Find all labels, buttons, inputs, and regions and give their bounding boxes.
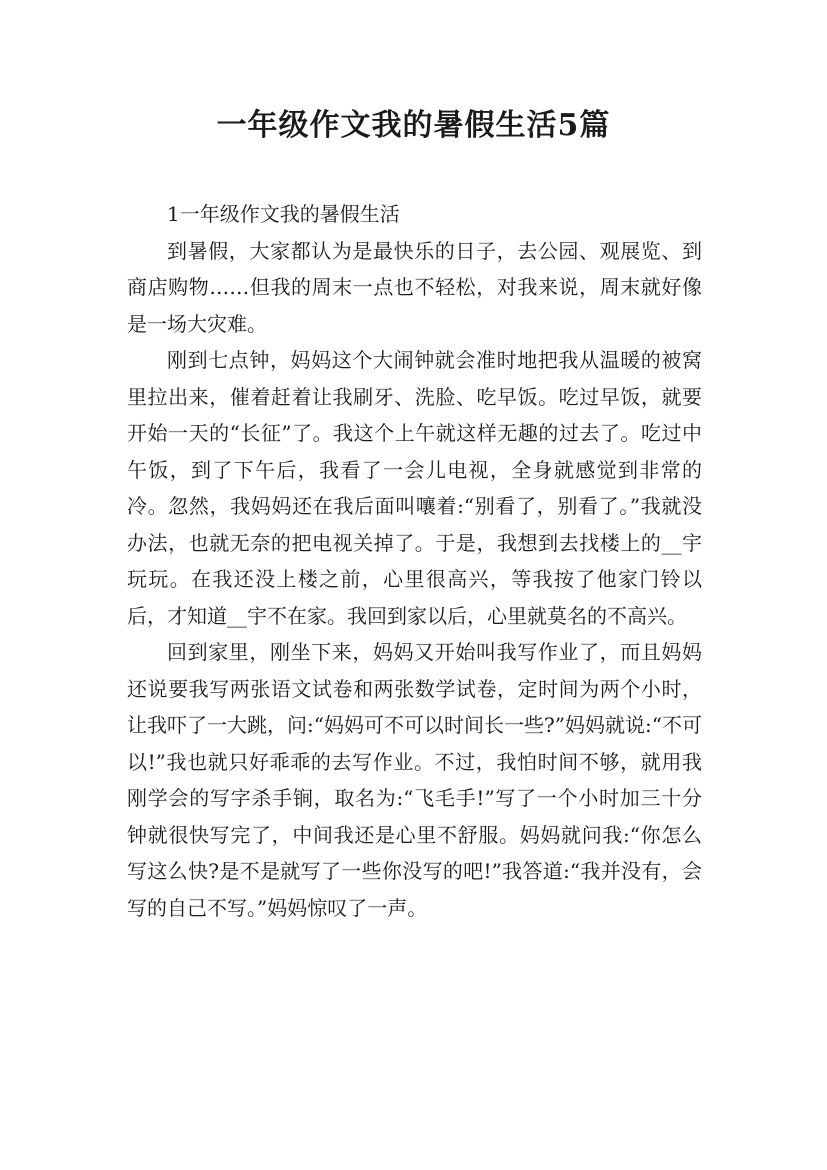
paragraph-1: 到暑假，大家都认为是最快乐的日子，去公园、观展览、到商店购物……但我的周末一点也不轻松，对我来说，周末就好像是一场大灾难。 [127,238,702,336]
section-heading: 1一年级作文我的暑假生活 [167,202,400,226]
document-body [127,196,702,926]
paragraph-2: 刚到七点钟，妈妈这个大闹钟就会准时地把我从温暖的被窝里拉出来，催着赶着让我刷牙、洗脸、吃早饭。吃过早饭，就要开始一天的“长征”了。我这个上午就这样无趣的过去了。吃过中午饭，到了下午后，我看了一会儿电视，全身就感觉到非常的冷。忽然，我妈妈还在我后面叫嚷着:“别看了，别看了。”我就没办法，也就无奈的把电视关掉了。于是，我想到去找楼上的__宇玩玩。在我还没上楼之前，心里很高兴，等我按了他家门铃以后，才知道__宇不在家。我回到家以后，心里就莫名的不高兴。 [127,348,702,628]
paragraph-3: 回到家里，刚坐下来，妈妈又开始叫我写作业了，而且妈妈还说要我写两张语文试卷和两张数学试卷，定时间为两个小时，让我吓了一大跳，问:“妈妈可不可以时间长一些?”妈妈就说:“不可以!”我也就只好乖乖的去写作业。不过，我怕时间不够，就用我刚学会的写字杀手锏，取名为:“飞毛手!”写了一个小时加三十分钟就很快写完了，中间我还是心里不舒服。妈妈就问我:“你怎么写这么快?是不是就写了一些你没写的吧!”我答道:“我并没有，会写的自己不写。”妈妈惊叹了一声。 [127,640,702,920]
document-title: 一年级作文我的暑假生活5篇 [216,108,611,143]
